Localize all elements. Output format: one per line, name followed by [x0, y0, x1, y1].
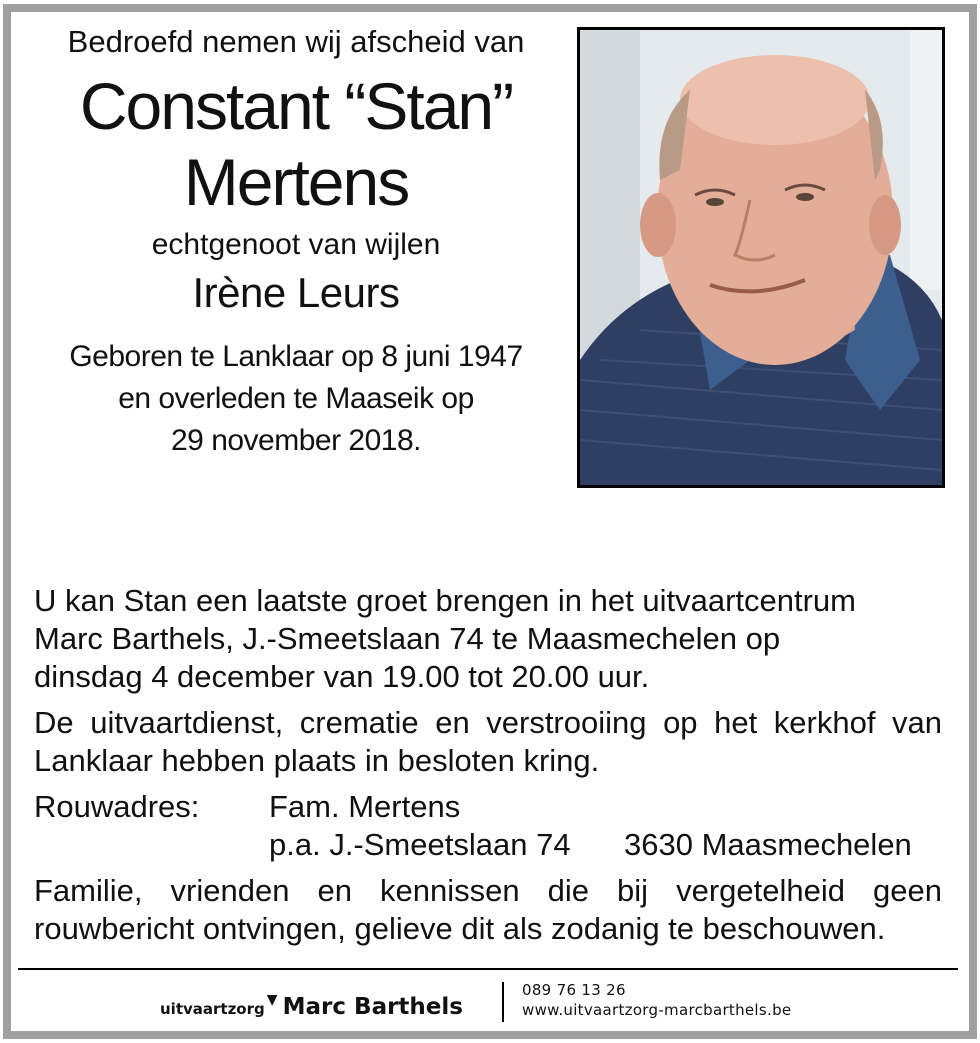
deceased-name-line1: Constant “Stan”: [79, 69, 513, 143]
dates-line: Geboren te Lanklaar op 8 juni 1947: [69, 340, 523, 373]
deceased-name-line2: Mertens: [183, 145, 409, 219]
notice-paragraph: [34, 872, 942, 948]
website-link[interactable]: www.uitvaartzorg-marcbarthels.be: [522, 1001, 792, 1019]
address-street: p.a. J.-Smeetslaan 74: [269, 827, 571, 862]
address-city: 3630 Maasmechelen: [624, 827, 912, 862]
notice-line: Familie, vrienden en kennissen die bij vergetelheid geen: [34, 873, 942, 908]
visitation-paragraph: [34, 582, 942, 696]
announcement-body: [34, 582, 942, 956]
deceased-name: [26, 68, 566, 220]
portrait-photo: [577, 27, 945, 488]
spouse-name: Irène Leurs: [192, 269, 400, 316]
address-name: Fam. Mertens: [269, 789, 461, 824]
funeral-home-footer: [0, 976, 980, 1026]
funeral-home-logo: [160, 994, 463, 1020]
dates-line: en overleden te Maaseik op: [118, 382, 474, 415]
address-label: Rouwadres:: [34, 789, 200, 824]
footer-divider: [18, 968, 958, 970]
visitation-line: U kan Stan een laatste groet brengen in het uitvaartcentrum: [34, 583, 856, 618]
mourning-address: [34, 788, 942, 864]
spouse-intro: echtgenoot van wijlen: [151, 228, 441, 261]
visitation-line: Marc Barthels, J.-Smeetslaan 74 te Maasmechelen op: [34, 621, 781, 656]
triangle-icon: ▼: [266, 992, 278, 1008]
dates-line: 29 november 2018.: [170, 424, 421, 457]
visitation-line: dinsdag 4 december van 19.00 tot 20.00 uur.: [34, 659, 650, 694]
announcement-header: [26, 22, 566, 462]
service-paragraph: [34, 704, 942, 780]
service-line: De uitvaartdienst, crematie en verstrooiing op het kerkhof van: [34, 705, 942, 740]
brand-name: Marc Barthels: [282, 994, 463, 1020]
birth-death-dates: [26, 336, 566, 462]
service-line: Lanklaar hebben plaats in besloten kring.: [34, 743, 600, 778]
portrait-illustration: [580, 30, 942, 485]
footer-separator: [502, 982, 504, 1022]
intro-text: Bedroefd nemen wij afscheid van: [67, 24, 525, 59]
brand-small-text: uitvaartzorg: [160, 1000, 265, 1018]
phone-number: 089 76 13 26: [522, 981, 626, 999]
contact-info: [522, 980, 791, 1020]
notice-line: rouwbericht ontvingen, gelieve dit als zodanig te beschouwen.: [34, 911, 886, 946]
